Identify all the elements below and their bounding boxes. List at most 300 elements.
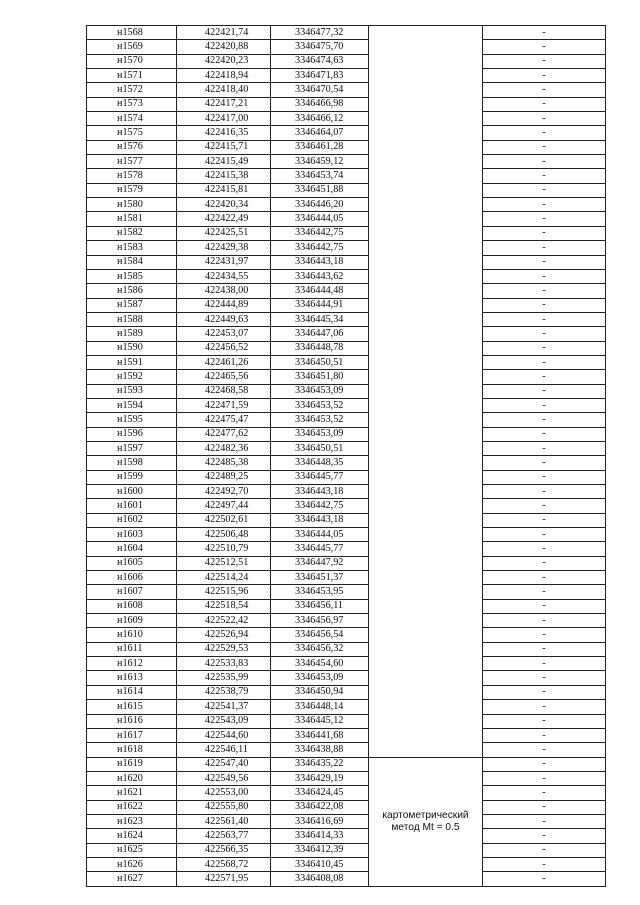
table-row xyxy=(87,198,606,212)
x-coordinate-cell: 422518,54 xyxy=(177,599,271,613)
point-name-cell: н1574 xyxy=(87,112,177,126)
x-coordinate-cell: 422543,09 xyxy=(177,714,271,728)
table-row xyxy=(87,657,606,671)
y-coordinate-cell: 3346445,77 xyxy=(271,470,369,484)
point-name-cell: н1626 xyxy=(87,857,177,871)
error-cell: - xyxy=(483,857,606,871)
x-coordinate-cell: 422471,59 xyxy=(177,398,271,412)
table-row xyxy=(87,800,606,814)
y-coordinate-cell: 3346410,45 xyxy=(271,857,369,871)
coordinates-table xyxy=(86,25,606,887)
point-name-cell: н1613 xyxy=(87,671,177,685)
y-coordinate-cell: 3346444,05 xyxy=(271,212,369,226)
method-label-line1: картометрический xyxy=(382,809,469,821)
y-coordinate-cell: 3346443,18 xyxy=(271,513,369,527)
y-coordinate-cell: 3346453,52 xyxy=(271,413,369,427)
y-coordinate-cell: 3346422,08 xyxy=(271,800,369,814)
error-cell: - xyxy=(483,528,606,542)
x-coordinate-cell: 422533,83 xyxy=(177,657,271,671)
error-cell: - xyxy=(483,255,606,269)
error-cell: - xyxy=(483,269,606,283)
x-coordinate-cell: 422522,42 xyxy=(177,614,271,628)
y-coordinate-cell: 3346448,35 xyxy=(271,456,369,470)
x-coordinate-cell: 422420,88 xyxy=(177,40,271,54)
error-cell: - xyxy=(483,671,606,685)
table-row xyxy=(87,571,606,585)
y-coordinate-cell: 3346466,98 xyxy=(271,97,369,111)
point-name-cell: н1622 xyxy=(87,800,177,814)
point-name-cell: н1591 xyxy=(87,355,177,369)
table-row xyxy=(87,556,606,570)
x-coordinate-cell: 422538,79 xyxy=(177,685,271,699)
y-coordinate-cell: 3346412,39 xyxy=(271,843,369,857)
table-row xyxy=(87,642,606,656)
y-coordinate-cell: 3346442,75 xyxy=(271,499,369,513)
y-coordinate-cell: 3346444,48 xyxy=(271,284,369,298)
error-cell: - xyxy=(483,40,606,54)
table-row xyxy=(87,585,606,599)
x-coordinate-cell: 422506,48 xyxy=(177,528,271,542)
table-row xyxy=(87,398,606,412)
x-coordinate-cell: 422489,25 xyxy=(177,470,271,484)
y-coordinate-cell: 3346447,92 xyxy=(271,556,369,570)
x-coordinate-cell: 422477,62 xyxy=(177,427,271,441)
x-coordinate-cell: 422529,53 xyxy=(177,642,271,656)
point-name-cell: н1620 xyxy=(87,771,177,785)
point-name-cell: н1598 xyxy=(87,456,177,470)
error-cell: - xyxy=(483,83,606,97)
point-name-cell: н1602 xyxy=(87,513,177,527)
error-cell: - xyxy=(483,97,606,111)
x-coordinate-cell: 422514,24 xyxy=(177,571,271,585)
method-label-line2: метод Mt = 0.5 xyxy=(391,821,460,833)
point-name-cell: н1607 xyxy=(87,585,177,599)
x-coordinate-cell: 422429,38 xyxy=(177,241,271,255)
error-cell: - xyxy=(483,298,606,312)
error-cell: - xyxy=(483,241,606,255)
table-row xyxy=(87,355,606,369)
table-row xyxy=(87,241,606,255)
y-coordinate-cell: 3346453,74 xyxy=(271,169,369,183)
point-name-cell: н1592 xyxy=(87,370,177,384)
point-name-cell: н1568 xyxy=(87,26,177,40)
table-row xyxy=(87,169,606,183)
point-name-cell: н1594 xyxy=(87,398,177,412)
y-coordinate-cell: 3346443,18 xyxy=(271,485,369,499)
error-cell: - xyxy=(483,642,606,656)
x-coordinate-cell: 422418,40 xyxy=(177,83,271,97)
x-coordinate-cell: 422421,74 xyxy=(177,26,271,40)
point-name-cell: н1600 xyxy=(87,485,177,499)
error-cell: - xyxy=(483,714,606,728)
table-row xyxy=(87,97,606,111)
table-row xyxy=(87,83,606,97)
table-row xyxy=(87,614,606,628)
point-name-cell: н1577 xyxy=(87,155,177,169)
point-name-cell: н1597 xyxy=(87,441,177,455)
point-name-cell: н1578 xyxy=(87,169,177,183)
x-coordinate-cell: 422417,21 xyxy=(177,97,271,111)
y-coordinate-cell: 3346456,54 xyxy=(271,628,369,642)
x-coordinate-cell: 422475,47 xyxy=(177,413,271,427)
coordinates-table-body xyxy=(87,26,606,887)
point-name-cell: н1615 xyxy=(87,700,177,714)
table-row xyxy=(87,112,606,126)
point-name-cell: н1605 xyxy=(87,556,177,570)
point-name-cell: н1582 xyxy=(87,226,177,240)
error-cell: - xyxy=(483,814,606,828)
error-cell: - xyxy=(483,312,606,326)
error-cell: - xyxy=(483,599,606,613)
error-cell: - xyxy=(483,26,606,40)
y-coordinate-cell: 3346443,18 xyxy=(271,255,369,269)
table-row xyxy=(87,872,606,886)
table-row xyxy=(87,542,606,556)
error-cell: - xyxy=(483,800,606,814)
error-cell: - xyxy=(483,69,606,83)
error-cell: - xyxy=(483,743,606,757)
method-cell xyxy=(369,757,483,886)
error-cell: - xyxy=(483,327,606,341)
point-name-cell: н1575 xyxy=(87,126,177,140)
y-coordinate-cell: 3346448,78 xyxy=(271,341,369,355)
y-coordinate-cell: 3346464,07 xyxy=(271,126,369,140)
y-coordinate-cell: 3346442,75 xyxy=(271,226,369,240)
table-row xyxy=(87,843,606,857)
error-cell: - xyxy=(483,126,606,140)
table-row xyxy=(87,771,606,785)
error-cell: - xyxy=(483,384,606,398)
point-name-cell: н1570 xyxy=(87,54,177,68)
error-cell: - xyxy=(483,198,606,212)
table-row xyxy=(87,69,606,83)
point-name-cell: н1617 xyxy=(87,728,177,742)
y-coordinate-cell: 3346445,77 xyxy=(271,542,369,556)
point-name-cell: н1621 xyxy=(87,786,177,800)
error-cell: - xyxy=(483,456,606,470)
x-coordinate-cell: 422561,40 xyxy=(177,814,271,828)
x-coordinate-cell: 422438,00 xyxy=(177,284,271,298)
y-coordinate-cell: 3346466,12 xyxy=(271,112,369,126)
point-name-cell: н1627 xyxy=(87,872,177,886)
error-cell: - xyxy=(483,427,606,441)
error-cell: - xyxy=(483,513,606,527)
table-row xyxy=(87,513,606,527)
point-name-cell: н1616 xyxy=(87,714,177,728)
table-row xyxy=(87,628,606,642)
point-name-cell: н1579 xyxy=(87,183,177,197)
error-cell: - xyxy=(483,470,606,484)
x-coordinate-cell: 422449,63 xyxy=(177,312,271,326)
y-coordinate-cell: 3346414,33 xyxy=(271,829,369,843)
x-coordinate-cell: 422485,38 xyxy=(177,456,271,470)
error-cell: - xyxy=(483,485,606,499)
table-row xyxy=(87,255,606,269)
error-cell: - xyxy=(483,685,606,699)
error-cell: - xyxy=(483,628,606,642)
table-row xyxy=(87,499,606,513)
point-name-cell: н1589 xyxy=(87,327,177,341)
x-coordinate-cell: 422461,26 xyxy=(177,355,271,369)
table-row xyxy=(87,413,606,427)
table-row xyxy=(87,226,606,240)
error-cell: - xyxy=(483,585,606,599)
point-name-cell: н1587 xyxy=(87,298,177,312)
table-row xyxy=(87,384,606,398)
y-coordinate-cell: 3346451,88 xyxy=(271,183,369,197)
table-row xyxy=(87,370,606,384)
y-coordinate-cell: 3346408,08 xyxy=(271,872,369,886)
table-row xyxy=(87,183,606,197)
y-coordinate-cell: 3346448,14 xyxy=(271,700,369,714)
error-cell: - xyxy=(483,155,606,169)
x-coordinate-cell: 422465,56 xyxy=(177,370,271,384)
table-row xyxy=(87,456,606,470)
y-coordinate-cell: 3346450,51 xyxy=(271,441,369,455)
x-coordinate-cell: 422535,99 xyxy=(177,671,271,685)
table-row xyxy=(87,298,606,312)
x-coordinate-cell: 422420,23 xyxy=(177,54,271,68)
point-name-cell: н1584 xyxy=(87,255,177,269)
error-cell: - xyxy=(483,441,606,455)
y-coordinate-cell: 3346470,54 xyxy=(271,83,369,97)
y-coordinate-cell: 3346475,70 xyxy=(271,40,369,54)
y-coordinate-cell: 3346453,09 xyxy=(271,427,369,441)
table-row xyxy=(87,671,606,685)
x-coordinate-cell: 422431,97 xyxy=(177,255,271,269)
table-row xyxy=(87,155,606,169)
error-cell: - xyxy=(483,169,606,183)
error-cell: - xyxy=(483,370,606,384)
table-row xyxy=(87,312,606,326)
y-coordinate-cell: 3346445,12 xyxy=(271,714,369,728)
x-coordinate-cell: 422415,38 xyxy=(177,169,271,183)
point-name-cell: н1623 xyxy=(87,814,177,828)
point-name-cell: н1593 xyxy=(87,384,177,398)
error-cell: - xyxy=(483,757,606,771)
point-name-cell: н1590 xyxy=(87,341,177,355)
y-coordinate-cell: 3346445,34 xyxy=(271,312,369,326)
point-name-cell: н1588 xyxy=(87,312,177,326)
x-coordinate-cell: 422434,55 xyxy=(177,269,271,283)
x-coordinate-cell: 422497,44 xyxy=(177,499,271,513)
point-name-cell: н1614 xyxy=(87,685,177,699)
table-row xyxy=(87,441,606,455)
x-coordinate-cell: 422415,71 xyxy=(177,140,271,154)
table-row xyxy=(87,126,606,140)
point-name-cell: н1583 xyxy=(87,241,177,255)
x-coordinate-cell: 422456,52 xyxy=(177,341,271,355)
error-cell: - xyxy=(483,398,606,412)
table-row xyxy=(87,700,606,714)
point-name-cell: н1585 xyxy=(87,269,177,283)
table-row xyxy=(87,40,606,54)
x-coordinate-cell: 422541,37 xyxy=(177,700,271,714)
point-name-cell: н1610 xyxy=(87,628,177,642)
x-coordinate-cell: 422453,07 xyxy=(177,327,271,341)
x-coordinate-cell: 422415,49 xyxy=(177,155,271,169)
x-coordinate-cell: 422415,81 xyxy=(177,183,271,197)
point-name-cell: н1603 xyxy=(87,528,177,542)
x-coordinate-cell: 422547,40 xyxy=(177,757,271,771)
point-name-cell: н1624 xyxy=(87,829,177,843)
x-coordinate-cell: 422416,35 xyxy=(177,126,271,140)
x-coordinate-cell: 422544,60 xyxy=(177,728,271,742)
x-coordinate-cell: 422502,61 xyxy=(177,513,271,527)
table-row xyxy=(87,528,606,542)
point-name-cell: н1580 xyxy=(87,198,177,212)
error-cell: - xyxy=(483,112,606,126)
table-row xyxy=(87,212,606,226)
y-coordinate-cell: 3346453,95 xyxy=(271,585,369,599)
y-coordinate-cell: 3346444,91 xyxy=(271,298,369,312)
error-cell: - xyxy=(483,212,606,226)
y-coordinate-cell: 3346438,88 xyxy=(271,743,369,757)
x-coordinate-cell: 422512,51 xyxy=(177,556,271,570)
error-cell: - xyxy=(483,786,606,800)
y-coordinate-cell: 3346416,69 xyxy=(271,814,369,828)
method-cell-empty xyxy=(369,26,483,758)
point-name-cell: н1611 xyxy=(87,642,177,656)
error-cell: - xyxy=(483,542,606,556)
y-coordinate-cell: 3346471,83 xyxy=(271,69,369,83)
table-row xyxy=(87,269,606,283)
x-coordinate-cell: 422515,96 xyxy=(177,585,271,599)
point-name-cell: н1599 xyxy=(87,470,177,484)
y-coordinate-cell: 3346443,62 xyxy=(271,269,369,283)
y-coordinate-cell: 3346447,06 xyxy=(271,327,369,341)
y-coordinate-cell: 3346456,11 xyxy=(271,599,369,613)
table-row xyxy=(87,599,606,613)
table-row xyxy=(87,786,606,800)
x-coordinate-cell: 422549,56 xyxy=(177,771,271,785)
y-coordinate-cell: 3346477,32 xyxy=(271,26,369,40)
x-coordinate-cell: 422492,70 xyxy=(177,485,271,499)
error-cell: - xyxy=(483,728,606,742)
y-coordinate-cell: 3346456,32 xyxy=(271,642,369,656)
point-name-cell: н1625 xyxy=(87,843,177,857)
x-coordinate-cell: 422566,35 xyxy=(177,843,271,857)
table-row xyxy=(87,814,606,828)
y-coordinate-cell: 3346435,22 xyxy=(271,757,369,771)
x-coordinate-cell: 422422,49 xyxy=(177,212,271,226)
table-row xyxy=(87,341,606,355)
x-coordinate-cell: 422568,72 xyxy=(177,857,271,871)
table-row xyxy=(87,714,606,728)
y-coordinate-cell: 3346459,12 xyxy=(271,155,369,169)
point-name-cell: н1608 xyxy=(87,599,177,613)
error-cell: - xyxy=(483,183,606,197)
y-coordinate-cell: 3346451,37 xyxy=(271,571,369,585)
error-cell: - xyxy=(483,571,606,585)
y-coordinate-cell: 3346446,20 xyxy=(271,198,369,212)
error-cell: - xyxy=(483,54,606,68)
error-cell: - xyxy=(483,499,606,513)
y-coordinate-cell: 3346474,63 xyxy=(271,54,369,68)
y-coordinate-cell: 3346424,45 xyxy=(271,786,369,800)
x-coordinate-cell: 422555,80 xyxy=(177,800,271,814)
y-coordinate-cell: 3346450,51 xyxy=(271,355,369,369)
table-row xyxy=(87,485,606,499)
x-coordinate-cell: 422482,36 xyxy=(177,441,271,455)
point-name-cell: н1581 xyxy=(87,212,177,226)
error-cell: - xyxy=(483,413,606,427)
x-coordinate-cell: 422571,95 xyxy=(177,872,271,886)
error-cell: - xyxy=(483,284,606,298)
y-coordinate-cell: 3346453,52 xyxy=(271,398,369,412)
x-coordinate-cell: 422553,00 xyxy=(177,786,271,800)
table-row xyxy=(87,829,606,843)
error-cell: - xyxy=(483,700,606,714)
error-cell: - xyxy=(483,614,606,628)
table-row xyxy=(87,728,606,742)
error-cell: - xyxy=(483,355,606,369)
y-coordinate-cell: 3346442,75 xyxy=(271,241,369,255)
point-name-cell: н1569 xyxy=(87,40,177,54)
y-coordinate-cell: 3346456,97 xyxy=(271,614,369,628)
point-name-cell: н1612 xyxy=(87,657,177,671)
x-coordinate-cell: 422425,51 xyxy=(177,226,271,240)
x-coordinate-cell: 422444,89 xyxy=(177,298,271,312)
point-name-cell: н1619 xyxy=(87,757,177,771)
y-coordinate-cell: 3346461,28 xyxy=(271,140,369,154)
y-coordinate-cell: 3346451,80 xyxy=(271,370,369,384)
error-cell: - xyxy=(483,556,606,570)
table-row xyxy=(87,140,606,154)
point-name-cell: н1596 xyxy=(87,427,177,441)
error-cell: - xyxy=(483,829,606,843)
point-name-cell: н1604 xyxy=(87,542,177,556)
error-cell: - xyxy=(483,843,606,857)
x-coordinate-cell: 422563,77 xyxy=(177,829,271,843)
point-name-cell: н1595 xyxy=(87,413,177,427)
error-cell: - xyxy=(483,872,606,886)
point-name-cell: н1609 xyxy=(87,614,177,628)
x-coordinate-cell: 422546,11 xyxy=(177,743,271,757)
table-row xyxy=(87,743,606,757)
table-row xyxy=(87,470,606,484)
y-coordinate-cell: 3346453,09 xyxy=(271,384,369,398)
y-coordinate-cell: 3346444,05 xyxy=(271,528,369,542)
y-coordinate-cell: 3346453,09 xyxy=(271,671,369,685)
x-coordinate-cell: 422420,34 xyxy=(177,198,271,212)
error-cell: - xyxy=(483,771,606,785)
point-name-cell: н1576 xyxy=(87,140,177,154)
table-row xyxy=(87,327,606,341)
y-coordinate-cell: 3346441,68 xyxy=(271,728,369,742)
x-coordinate-cell: 422510,79 xyxy=(177,542,271,556)
error-cell: - xyxy=(483,226,606,240)
error-cell: - xyxy=(483,657,606,671)
y-coordinate-cell: 3346454,60 xyxy=(271,657,369,671)
point-name-cell: н1606 xyxy=(87,571,177,585)
table-row xyxy=(87,284,606,298)
error-cell: - xyxy=(483,140,606,154)
x-coordinate-cell: 422418,94 xyxy=(177,69,271,83)
x-coordinate-cell: 422417,00 xyxy=(177,112,271,126)
table-row xyxy=(87,757,606,771)
table-row xyxy=(87,54,606,68)
table-row xyxy=(87,26,606,40)
point-name-cell: н1573 xyxy=(87,97,177,111)
table-row xyxy=(87,857,606,871)
error-cell: - xyxy=(483,341,606,355)
point-name-cell: н1601 xyxy=(87,499,177,513)
point-name-cell: н1571 xyxy=(87,69,177,83)
table-row xyxy=(87,685,606,699)
x-coordinate-cell: 422526,94 xyxy=(177,628,271,642)
table-row xyxy=(87,427,606,441)
